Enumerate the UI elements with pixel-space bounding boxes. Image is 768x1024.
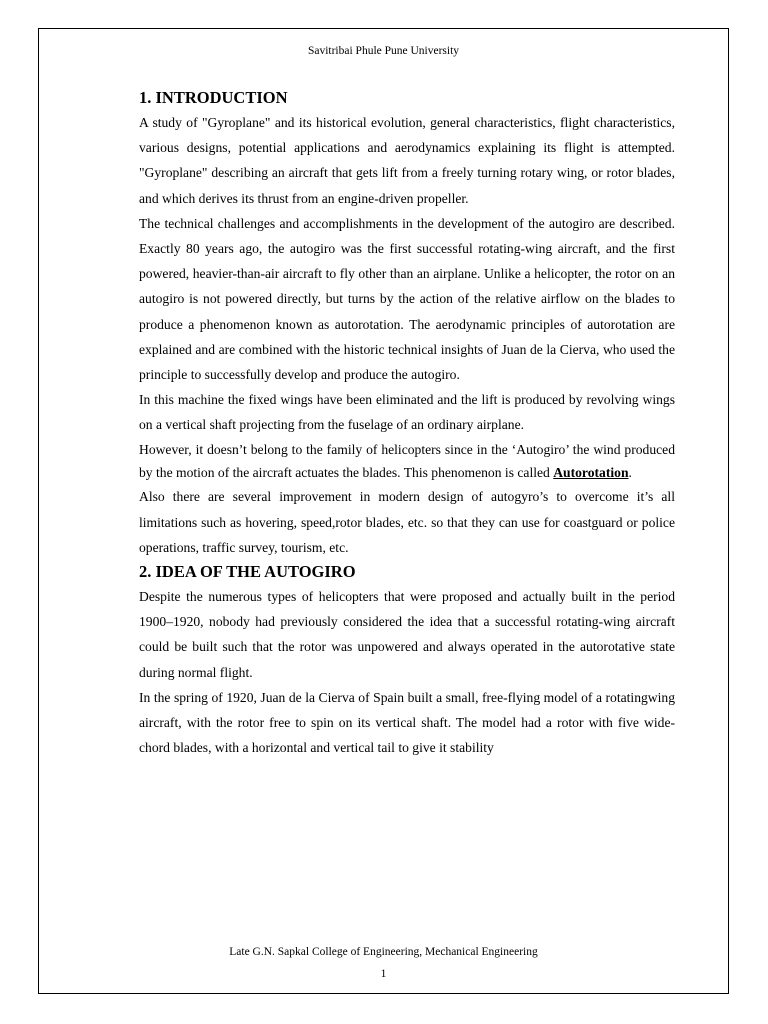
autorotation-term: Autorotation	[553, 465, 629, 481]
section-heading-idea-of-autogiro: 2. IDEA OF THE AUTOGIRO	[139, 562, 356, 582]
page-content	[139, 86, 675, 760]
paragraph-idea-2: In the spring of 1920, Juan de la Cierva of Spain built a small, free-flying model of a rotatingwing aircraft, with the rotor free to spin on its vertical shaft. The model had a rotor with five wide-chord blades, with a horizontal and vertical tail to give it stability	[139, 689, 675, 756]
paragraph-idea-1: Despite the numerous types of helicopters that were proposed and actually built in the period 1900–1920, nobody had previously considered the idea that a successful rotating-wing aircraft could be built such that the rotor was unpowered and always operated in the autorotative state during normal flight.	[139, 589, 675, 680]
paragraph-intro-1: A study of "Gyroplane" and its historical evolution, general characteristics, flight characteristics, various designs, potential applications and aerodynamics explaining its flight is attempted. "Gyroplane" describing an aircraft that gets lift from a freely turning rotary wing, or rotor blades, and which derives its thrust from an engine-driven propeller.	[139, 115, 675, 206]
running-footer: Late G.N. Sapkal College of Engineering, Mechanical Engineering	[229, 946, 538, 958]
page-number: 1	[380, 968, 387, 980]
running-header: Savitribai Phule Pune University	[307, 45, 460, 57]
paragraph-intro-3: In this machine the fixed wings have been eliminated and the lift is produced by revolving wings on a vertical shaft projecting from the fuselage of an ordinary airplane.	[139, 392, 675, 433]
paragraph-intro-4-end: .	[628, 465, 632, 481]
paragraph-intro-5: Also there are several improvement in modern design of autogyro’s to overcome it’s all limitations such as hovering, speed,rotor blades, etc. so that they can use for coastguard or police operations, traffic survey, tourism, etc.	[139, 489, 675, 555]
paragraph-intro-2: The technical challenges and accomplishments in the development of the autogiro are described. Exactly 80 years ago, the autogiro was the first successful rotating-wing aircraft, and the first powered, heavier-than-air aircraft to fly other than an airplane. Unlike a helicopter, the rotor on an autogiro is not powered directly, but turns by the action of the relative airflow on the blades to produce a phenomenon known as autorotation. The aerodynamic principles of autorotation are explained and are combined with the historic technical insights of Juan de la Cierva, who used the principle to successfully develop and produce the autogiro.	[139, 215, 675, 383]
paragraph-intro-4-text: However, it doesn’t belong to the family of helicopters since in the ‘Autogiro’ the wind produced by the motion of the aircraft actuates the blades. This phenomenon is called	[139, 441, 675, 481]
paragraph-intro-4	[139, 438, 675, 485]
section-heading-introduction: 1. INTRODUCTION	[139, 88, 288, 107]
